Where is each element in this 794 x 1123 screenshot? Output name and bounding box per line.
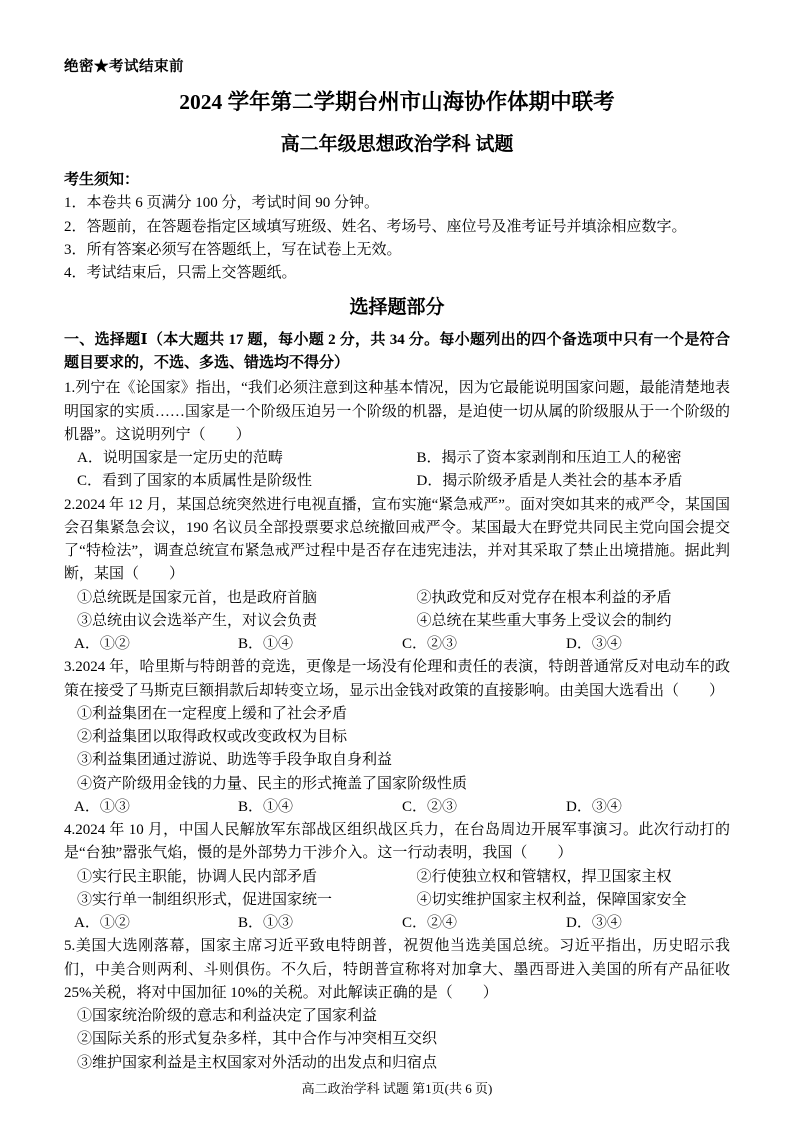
section-heading: 一、选择题Ⅰ（本大题共 17 题，每小题 2 分，共 34 分。每小题列出的四个备选项中只有一个是符合题目要求的，不选、多选、错选均不得分） xyxy=(64,331,730,372)
notice-title: 考生须知： xyxy=(64,172,140,189)
question-option-row xyxy=(64,726,730,749)
question-option-row xyxy=(64,866,730,889)
part-title: 选择题部分 xyxy=(349,297,445,319)
question-option: ③实行单一制组织形式，促进国家统一 xyxy=(77,891,333,908)
answer-choices-row xyxy=(64,912,730,935)
notice-item: 1．本卷共 6 页满分 100 分，考试时间 90 分钟。 xyxy=(64,195,380,212)
question-option: ②行使独立权和管辖权，捍卫国家主权 xyxy=(416,868,672,885)
question-option-row xyxy=(64,1028,730,1051)
exam-subtitle: 高二年级思想政治学科 试题 xyxy=(280,133,514,155)
question-option-row xyxy=(64,749,730,772)
answer-choice: B．①④ xyxy=(238,636,294,653)
question-option: D．揭示阶级矛盾是人类社会的基本矛盾 xyxy=(416,473,683,490)
notice-item: 4．考试结束后，只需上交答题纸。 xyxy=(64,265,297,282)
question xyxy=(64,935,730,1075)
answer-choices-row xyxy=(64,796,730,819)
answer-choice: C．②③ xyxy=(402,798,458,815)
answer-choice: B．①④ xyxy=(238,798,294,815)
notice-item: 2．答题前，在答题卷指定区域填写班级、姓名、考场号、座位号及准考证号并填涂相应数字。 xyxy=(64,218,687,235)
question-option: ④资产阶级用金钱的力量、民主的形式掩盖了国家阶级性质 xyxy=(77,775,468,792)
question-stem: 4.2024 年 10 月，中国人民解放军东部战区组织战区兵力，在台岛周边开展军事演习。此次行动打的是“台独”嚣张气焰，慑的是外部势力干涉介入。这一行动表明，我国（ ） xyxy=(64,822,730,862)
question-option-row xyxy=(64,703,730,726)
answer-choice: A．①② xyxy=(74,636,130,653)
question-stem: 3.2024 年，哈里斯与特朗普的竞选，更像是一场没有伦理和责任的表演，特朗普通常反对电动车的政策在接受了马斯克巨额捐款后却转变立场，显示出金钱对政策的直接影响。由美国大选看出（ ） xyxy=(64,659,730,699)
question-option: B．揭示了资本家剥削和压迫工人的秘密 xyxy=(416,450,682,467)
question-option-row xyxy=(64,1005,730,1028)
questions-container xyxy=(64,377,730,1075)
answer-choice: D．③④ xyxy=(566,798,622,815)
answer-choice: D．③④ xyxy=(566,636,622,653)
question-option: ①国家统治阶级的意志和利益决定了国家利益 xyxy=(77,1008,378,1025)
answer-choice: A．①② xyxy=(74,915,130,932)
question-option-row xyxy=(64,470,730,493)
question xyxy=(64,656,730,819)
question xyxy=(64,494,730,657)
candidate-notice xyxy=(64,169,730,285)
question-option-row xyxy=(64,889,730,912)
question-option: A．说明国家是一定历史的范畴 xyxy=(77,450,283,467)
question-stem: 5.美国大选刚落幕，国家主席习近平致电特朗普，祝贺他当选美国总统。习近平指出，历史昭示我们，中美合则两利、斗则俱伤。不久后，特朗普宣称将对加拿大、墨西哥进入美国的所有产品征收 25%关税，将对中国加征 10%的关税。对此解读正确的是（ ） xyxy=(64,938,730,1001)
question-option: ①总统既是国家元首，也是政府首脑 xyxy=(77,589,318,606)
question-stem: 2.2024 年 12 月，某国总统突然进行电视直播，宣布实施“紧急戒严”。面对突如其来的戒严令，某国国会召集紧急会议，190 名议员全部投票要求总统撤回戒严令。某国最大在野党共同民主党向国会提交了“特检法”，调查总统宣布紧急戒严过程中是否存在违宪违法，并对其采取了禁止出境措施。据此判断，某国（ ） xyxy=(64,496,730,583)
question-option: ④切实维护国家主权利益，保障国家安全 xyxy=(416,891,687,908)
answer-choice: A．①③ xyxy=(74,798,130,815)
question-option: ①利益集团在一定程度上缓和了社会矛盾 xyxy=(77,705,348,722)
answer-choice: C．②④ xyxy=(402,915,458,932)
question-option: ②国际关系的形式复杂多样，其中合作与冲突相互交织 xyxy=(77,1031,438,1048)
notice-item: 3．所有答案必须写在答题纸上，写在试卷上无效。 xyxy=(64,241,402,258)
question-option: ②利益集团以取得政权或改变政权为目标 xyxy=(77,729,348,746)
answer-choice: D．③④ xyxy=(566,915,622,932)
question-option: ③总统由议会选举产生，对议会负责 xyxy=(77,612,318,629)
question-option: ④总统在某些重大事务上受议会的制约 xyxy=(416,612,672,629)
question-option-row xyxy=(64,610,730,633)
answer-choice: C．②③ xyxy=(402,636,458,653)
question-option-row xyxy=(64,1052,730,1075)
question-stem: 1.列宁在《论国家》指出，“我们必须注意到这种基本情况，因为它最能说明国家问题，最能清楚地表明国家的实质……国家是一个阶级压迫另一个阶级的机器，是迫使一切从属的阶级服从于一个阶级的机器”。这说明列宁（ ） xyxy=(64,380,730,443)
question xyxy=(64,819,730,935)
question-option: ②执政党和反对党存在根本利益的矛盾 xyxy=(416,589,672,606)
question-option: ③维护国家利益是主权国家对外活动的出发点和归宿点 xyxy=(77,1054,438,1071)
question-option: C．看到了国家的本质属性是阶级性 xyxy=(77,473,313,490)
answer-choices-row xyxy=(64,633,730,656)
question-option: ③利益集团通过游说、助选等手段争取自身利益 xyxy=(77,752,393,769)
page-footer: 高二政治学科 试题 第1页(共 6 页) xyxy=(301,1080,493,1096)
answer-choice: B．①③ xyxy=(238,915,294,932)
exam-title: 2024 学年第二学期台州市山海协作体期中联考 xyxy=(179,90,615,115)
question-option: ①实行民主职能，协调人民内部矛盾 xyxy=(77,868,318,885)
security-marking: 绝密★考试结束前 xyxy=(64,59,184,75)
question-option-row xyxy=(64,773,730,796)
question-option-row xyxy=(64,587,730,610)
question xyxy=(64,377,730,493)
question-option-row xyxy=(64,447,730,470)
